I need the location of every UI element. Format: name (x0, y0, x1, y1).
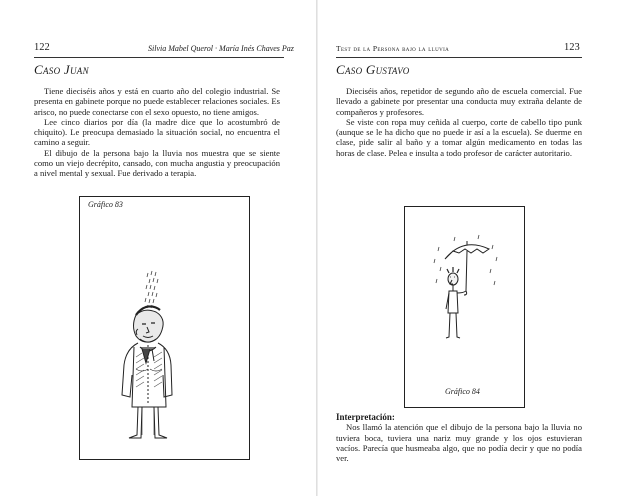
left-page (0, 0, 318, 496)
page-number-left: 122 (34, 42, 50, 53)
figure-84-box (404, 206, 525, 408)
figure-caption: Gráfico 84 (445, 387, 480, 396)
running-head-authors: Silvia Mabel Querol · María Inés Chaves Paz (148, 44, 294, 53)
right-page (318, 0, 638, 496)
running-head-title: Test de la Persona bajo la lluvia (336, 44, 450, 53)
figure-84-drawing (405, 207, 524, 407)
paragraph: Tiene dieciséis años y está en cuarto año del colegio industrial. Se presenta en gabinete porque no puede establecer relaciones sociales. Es arisco, no puede conectarse con el sexo opuesto, no tiene amigos. (34, 86, 280, 117)
paragraph: El dibujo de la persona bajo la lluvia nos muestra que se siente como un viejo decrépito, cansado, con mucha angustia y preocupación a nivel mental y sexual. Fue derivado a terapia. (34, 147, 280, 179)
figure-83-drawing (80, 197, 249, 459)
header-rule-left (34, 57, 284, 58)
paragraph: Se viste con ropa muy ceñida al cuerpo, corte de cabello tipo punk (aunque se le ha dicho que no puede ir así a la escuela). Se duerme en clase, pide salir al baño y a tomar algún medicamento en todas las horas de clase. Pelea e insulta a todo profesor de carácter autoritario. (336, 116, 582, 158)
paragraph: Dieciséis años, repetidor de segundo año de escuela comercial. Fue llevado a gabinete por presentar una conducta muy extraña delante de compañeros y profesores. (336, 86, 582, 117)
case-gustavo-body (336, 86, 582, 158)
figure-83-box (79, 196, 250, 460)
interpretation-text: Nos llamó la atención que el dibujo de la persona bajo la lluvia no tuviera boca, tuviera una nariz muy grande y los ojos estuvieran vacíos. Parecía que husmeaba algo, que no podía decir y que no podía ver. (336, 422, 582, 464)
interpretation-heading: Interpretación: (336, 412, 395, 422)
paragraph: Lee cinco diarios por día (la madre dice que lo acostumbró de chiquito). Le preocupa demasiado la situación social, no encuentra el camino a seguir. (34, 116, 280, 148)
figure-caption: Gráfico 83 (88, 200, 123, 209)
case-title-gustavo: Caso Gustavo (336, 62, 410, 77)
case-title-juan: Caso Juan (34, 62, 89, 77)
page-number-right: 123 (564, 42, 580, 53)
case-juan-body (34, 86, 280, 179)
interpretation-section (336, 412, 582, 463)
header-rule-right (336, 57, 582, 58)
